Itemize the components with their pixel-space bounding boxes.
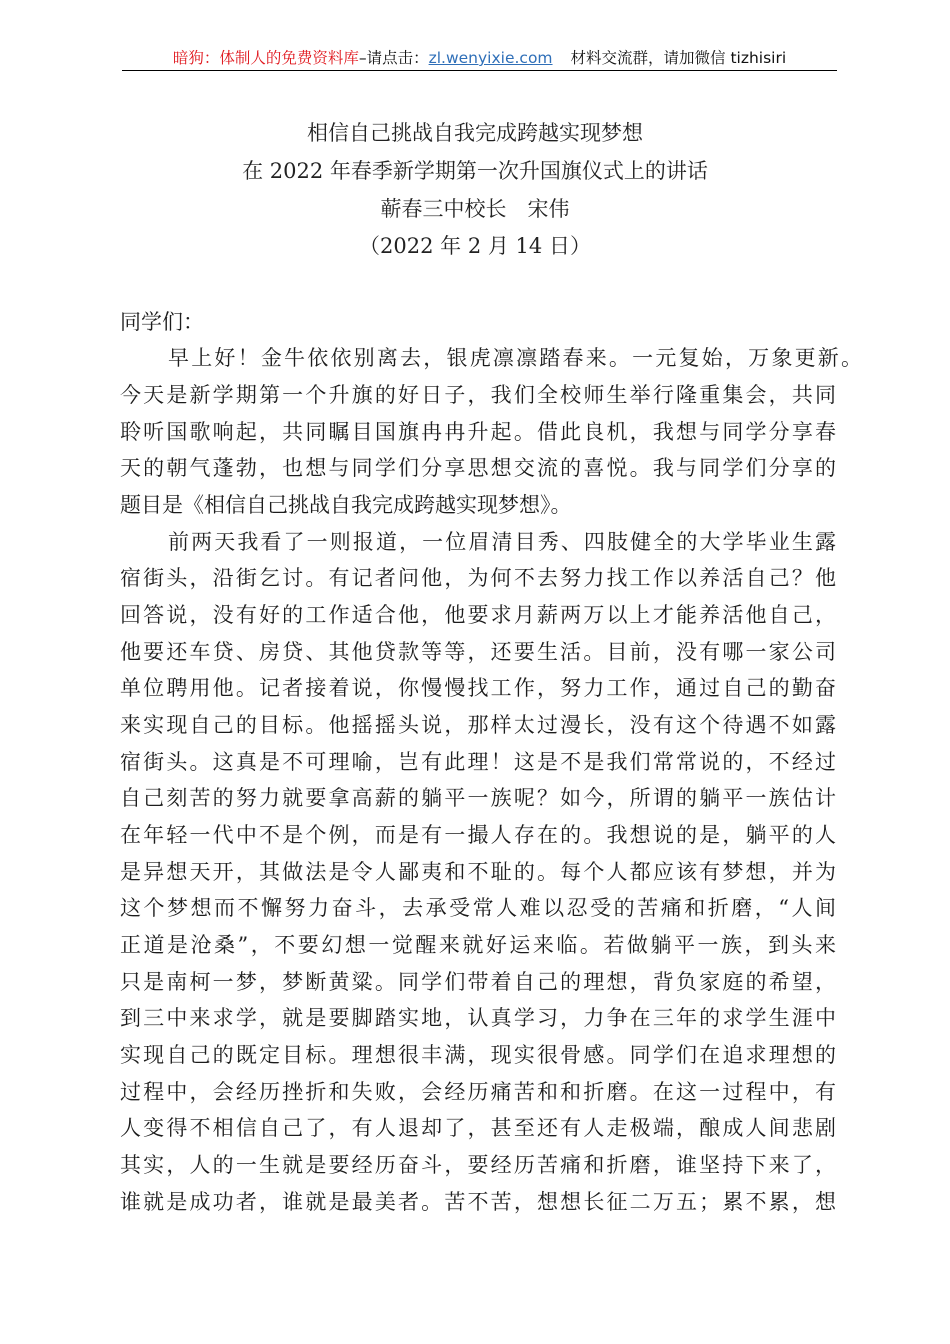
paragraph-line: 在年轻一代中不是个例，而是有一撮人存在的。我想说的是，躺平的人 (120, 823, 836, 847)
paragraph-line: 宿街头。这真是不可理喻，岂有此理！这是不是我们常常说的，不经过 (120, 750, 836, 774)
paragraph-line: 他要还车贷、房贷、其他贷款等等，还要生活。目前，没有哪一家公司 (120, 640, 836, 664)
paragraph-line: 实现自己的既定目标。理想很丰满，现实很骨感。同学们在追求理想的 (120, 1043, 836, 1067)
paragraph-line: 人变得不相信自己了，有人退却了，甚至还有人走极端，酿成人间悲剧 (120, 1116, 836, 1140)
paragraph-line: 到三中来求学，就是要脚踏实地，认真学习，力争在三年的求学生涯中 (120, 1006, 836, 1030)
paragraph-line: 今天是新学期第一个升旗的好日子，我们全校师生举行隆重集会，共同 (120, 383, 836, 407)
promo-link[interactable]: zl.wenyixie.com (428, 49, 553, 67)
paragraph-line: 聆听国歌响起，共同瞩目国旗冉冉升起。借此良机，我想与同学分享春 (120, 420, 836, 444)
document-date: （2022 年 2 月 14 日） (359, 234, 591, 258)
paragraph-line: 只是南柯一梦，梦断黄粱。同学们带着自己的理想，背负家庭的希望， (120, 970, 836, 994)
paragraph-line: 前两天我看了一则报道，一位眉清目秀、四肢健全的大学毕业生露 (168, 530, 836, 554)
watermark-header (122, 46, 837, 70)
paragraph-line: 单位聘用他。记者接着说，你慢慢找工作，努力工作，通过自己的勤奋 (120, 676, 836, 700)
paragraph-line: 来实现自己的目标。他摇摇头说，那样太过漫长，没有这个待遇不如露 (120, 713, 836, 737)
paragraph-line: 早上好！金牛依依别离去，银虎凛凛踏春来。一元复始，万象更新。 (168, 346, 862, 370)
document-title: 相信自己挑战自我完成跨越实现梦想 (307, 121, 643, 145)
header-rule (122, 70, 837, 71)
paragraph-line: 回答说，没有好的工作适合他，他要求月薪两万以上才能养活他自己， (120, 603, 836, 627)
paragraph-line: 谁就是成功者，谁就是最美者。苦不苦，想想长征二万五；累不累，想 (120, 1190, 836, 1214)
paragraph-line: 宿街头，沿街乞讨。有记者问他，为何不去努力找工作以养活自己？他 (120, 566, 836, 590)
document-author: 蕲春三中校长 宋伟 (380, 197, 570, 221)
paragraph-line: 其实，人的一生就是要经历奋斗，要经历苦痛和折磨，谁坚持下来了， (120, 1153, 836, 1177)
paragraph-line: 这个梦想而不懈努力奋斗，去承受常人难以忍受的苦痛和折磨，“人间 (120, 896, 836, 920)
paragraph-line: 自己刻苦的努力就要拿高薪的躺平一族呢？如今，所谓的躺平一族估计 (120, 786, 836, 810)
document-subtitle: 在 2022 年春季新学期第一次升国旗仪式上的讲话 (242, 159, 708, 183)
salutation: 同学们： (120, 310, 204, 334)
paragraph-line: 是异想天开，其做法是令人鄙夷和不耻的。每个人都应该有梦想，并为 (120, 860, 836, 884)
contact-text: 材料交流群，请加微信 tizhisiri (570, 49, 787, 67)
promo-text: 暗狗：体制人的免费资料库 (172, 49, 359, 67)
paragraph-line: 正道是沧桑”，不要幻想一觉醒来就好运来临。若做躺平一族，到头来 (120, 933, 836, 957)
paragraph-line: 题目是《相信自己挑战自我完成跨越实现梦想》。 (120, 493, 572, 517)
paragraph-line: 天的朝气蓬勃，也想与同学们分享思想交流的喜悦。我与同学们分享的 (120, 456, 836, 480)
promo-prompt: –请点击： (358, 49, 429, 67)
paragraph-line: 过程中，会经历挫折和失败，会经历痛苦和和折磨。在这一过程中，有 (120, 1080, 836, 1104)
